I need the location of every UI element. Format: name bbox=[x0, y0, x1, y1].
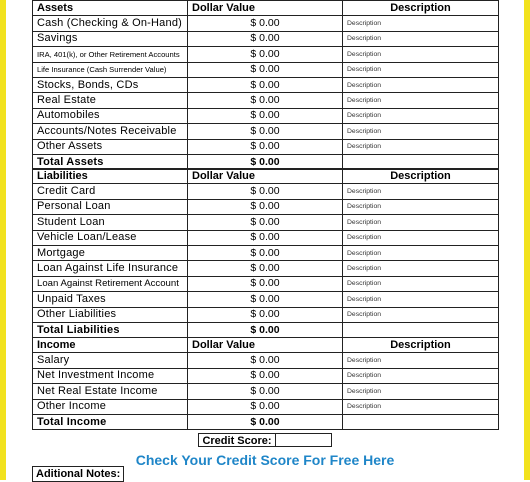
row-label: Other Income bbox=[33, 399, 188, 414]
description-field[interactable]: Description bbox=[343, 47, 499, 62]
row-label: Other Assets bbox=[33, 139, 188, 154]
description-field[interactable]: Description bbox=[343, 399, 499, 414]
row-label: Credit Card bbox=[33, 184, 188, 199]
dollar-value-field[interactable]: $ 0.00 bbox=[188, 31, 343, 46]
row-label: Vehicle Loan/Lease bbox=[33, 230, 188, 245]
table-row bbox=[33, 124, 499, 139]
description-field[interactable]: Description bbox=[343, 93, 499, 108]
total-label: Total Liabilities bbox=[33, 322, 188, 337]
dollar-value-field[interactable]: $ 0.00 bbox=[188, 384, 343, 399]
row-label: Personal Loan bbox=[33, 199, 188, 214]
liabilities-header-row bbox=[33, 169, 499, 184]
dollar-value-field[interactable]: $ 0.00 bbox=[188, 261, 343, 276]
row-label: Automobiles bbox=[33, 108, 188, 123]
table-row bbox=[33, 93, 499, 108]
dollar-value-field[interactable]: $ 0.00 bbox=[188, 93, 343, 108]
table-row bbox=[33, 384, 499, 399]
total-label: Total Income bbox=[33, 414, 188, 429]
table-row bbox=[33, 184, 499, 199]
table-row bbox=[33, 276, 499, 291]
description-field[interactable]: Description bbox=[343, 124, 499, 139]
row-label: Stocks, Bonds, CDs bbox=[33, 77, 188, 92]
income-table bbox=[32, 337, 499, 430]
table-row bbox=[33, 353, 499, 368]
dollar-value-field[interactable]: $ 0.00 bbox=[188, 307, 343, 322]
dollar-value-field[interactable]: $ 0.00 bbox=[188, 199, 343, 214]
row-label: Savings bbox=[33, 31, 188, 46]
description-field[interactable]: Description bbox=[343, 245, 499, 260]
dollar-value-header: Dollar Value bbox=[188, 338, 343, 353]
total-label: Total Assets bbox=[33, 154, 188, 169]
table-row bbox=[33, 215, 499, 230]
description-header: Description bbox=[343, 338, 499, 353]
description-field[interactable]: Description bbox=[343, 353, 499, 368]
table-row bbox=[33, 16, 499, 31]
total-value: $ 0.00 bbox=[188, 414, 343, 429]
dollar-value-field[interactable]: $ 0.00 bbox=[188, 399, 343, 414]
dollar-value-field[interactable]: $ 0.00 bbox=[188, 230, 343, 245]
description-field[interactable]: Description bbox=[343, 199, 499, 214]
dollar-value-field[interactable]: $ 0.00 bbox=[188, 16, 343, 31]
dollar-value-header: Dollar Value bbox=[188, 169, 343, 184]
table-row bbox=[33, 77, 499, 92]
row-label: Real Estate bbox=[33, 93, 188, 108]
description-field[interactable]: Description bbox=[343, 139, 499, 154]
description-field[interactable]: Description bbox=[343, 292, 499, 307]
table-row bbox=[33, 368, 499, 383]
description-field[interactable]: Description bbox=[343, 276, 499, 291]
description-field[interactable]: Description bbox=[343, 384, 499, 399]
yellow-frame-right bbox=[524, 0, 530, 480]
dollar-value-field[interactable]: $ 0.00 bbox=[188, 124, 343, 139]
table-row bbox=[33, 199, 499, 214]
table-row bbox=[33, 307, 499, 322]
credit-score-label: Credit Score: bbox=[198, 433, 275, 447]
table-row bbox=[33, 292, 499, 307]
description-field[interactable]: Description bbox=[343, 184, 499, 199]
row-label: Cash (Checking & On-Hand) bbox=[33, 16, 188, 31]
table-row bbox=[33, 108, 499, 123]
liabilities-table bbox=[32, 168, 499, 338]
table-row bbox=[33, 399, 499, 414]
description-field[interactable]: Description bbox=[343, 307, 499, 322]
row-label: Loan Against Life Insurance bbox=[33, 261, 188, 276]
row-label: Student Loan bbox=[33, 215, 188, 230]
description-header: Description bbox=[343, 1, 499, 16]
description-field[interactable]: Description bbox=[343, 16, 499, 31]
row-label: Loan Against Retirement Account bbox=[33, 276, 188, 291]
description-field[interactable]: Description bbox=[343, 108, 499, 123]
additional-notes-label: Aditional Notes: bbox=[32, 466, 124, 482]
assets-header: Assets bbox=[33, 1, 188, 16]
description-field[interactable]: Description bbox=[343, 77, 499, 92]
description-field[interactable]: Description bbox=[343, 230, 499, 245]
dollar-value-field[interactable]: $ 0.00 bbox=[188, 184, 343, 199]
row-label: Net Real Estate Income bbox=[33, 384, 188, 399]
total-row bbox=[33, 414, 499, 429]
table-row bbox=[33, 47, 499, 62]
table-row bbox=[33, 261, 499, 276]
dollar-value-field[interactable]: $ 0.00 bbox=[188, 245, 343, 260]
table-row bbox=[33, 62, 499, 77]
row-label: Net Investment Income bbox=[33, 368, 188, 383]
dollar-value-field[interactable]: $ 0.00 bbox=[188, 77, 343, 92]
row-label: Unpaid Taxes bbox=[33, 292, 188, 307]
yellow-frame-left bbox=[0, 0, 6, 480]
dollar-value-field[interactable]: $ 0.00 bbox=[188, 47, 343, 62]
description-field[interactable]: Description bbox=[343, 215, 499, 230]
table-row bbox=[33, 245, 499, 260]
dollar-value-field[interactable]: $ 0.00 bbox=[188, 276, 343, 291]
check-credit-score-link[interactable]: Check Your Credit Score For Free Here bbox=[135, 452, 395, 468]
income-header: Income bbox=[33, 338, 188, 353]
dollar-value-field[interactable]: $ 0.00 bbox=[188, 353, 343, 368]
income-header-row bbox=[33, 338, 499, 353]
total-value: $ 0.00 bbox=[188, 154, 343, 169]
credit-score-row bbox=[0, 432, 530, 448]
dollar-value-field[interactable]: $ 0.00 bbox=[188, 292, 343, 307]
dollar-value-field[interactable]: $ 0.00 bbox=[188, 139, 343, 154]
row-label: Accounts/Notes Receivable bbox=[33, 124, 188, 139]
description-field[interactable]: Description bbox=[343, 31, 499, 46]
total-row bbox=[33, 322, 499, 337]
total-value: $ 0.00 bbox=[188, 322, 343, 337]
row-label: Other Liabilities bbox=[33, 307, 188, 322]
table-row bbox=[33, 31, 499, 46]
description-field[interactable]: Description bbox=[343, 62, 499, 77]
row-label: Life Insurance (Cash Surrender Value) bbox=[33, 62, 188, 77]
description-field[interactable]: Description bbox=[343, 368, 499, 383]
total-description-empty bbox=[343, 414, 499, 429]
dollar-value-field[interactable]: $ 0.00 bbox=[188, 108, 343, 123]
row-label: IRA, 401(k), or Other Retirement Accounts bbox=[33, 47, 188, 62]
assets-header-row bbox=[33, 1, 499, 16]
dollar-value-field[interactable]: $ 0.00 bbox=[188, 215, 343, 230]
row-label: Salary bbox=[33, 353, 188, 368]
dollar-value-header: Dollar Value bbox=[188, 1, 343, 16]
liabilities-header: Liabilities bbox=[33, 169, 188, 184]
assets-table bbox=[32, 0, 499, 170]
dollar-value-field[interactable]: $ 0.00 bbox=[188, 368, 343, 383]
row-label: Mortgage bbox=[33, 245, 188, 260]
table-row bbox=[33, 230, 499, 245]
dollar-value-field[interactable]: $ 0.00 bbox=[188, 62, 343, 77]
credit-score-field[interactable] bbox=[276, 433, 332, 447]
table-row bbox=[33, 139, 499, 154]
description-header: Description bbox=[343, 169, 499, 184]
description-field[interactable]: Description bbox=[343, 261, 499, 276]
total-description-empty bbox=[343, 322, 499, 337]
